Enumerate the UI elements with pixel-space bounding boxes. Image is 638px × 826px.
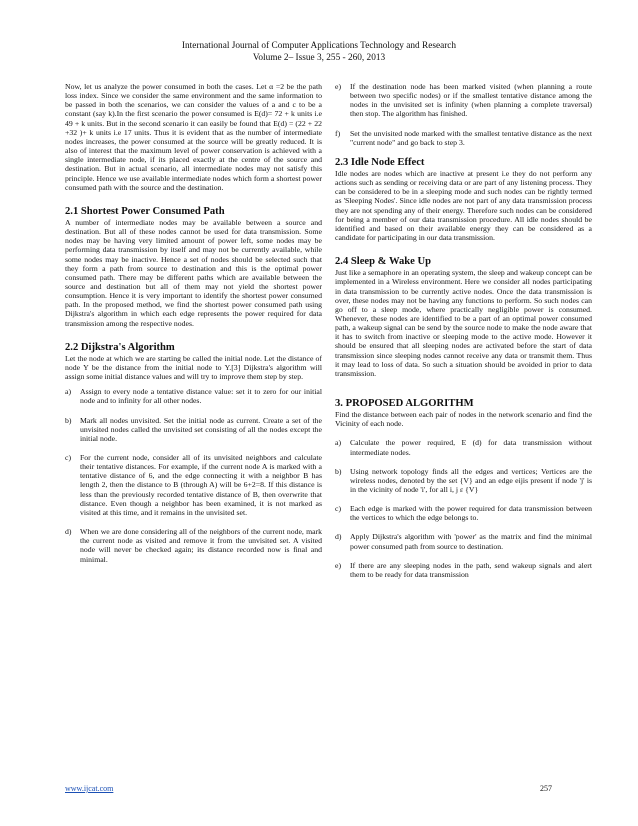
list-text: For the current node, consider all of its unvisited neighbors and calculate their tentative distances. For example, if the current node A is marked with a tentative distance of 6, and the edge connecting it with a neighbor B has length 2, then the distance to B (through A) will be 6+2=8. If this distance is less than the previously recorded tentative distance of B, then overwrite that distance. Even though a neighbor has been examined, it is not marked as visited at this time, and it remains in the unvisited set.: [80, 453, 322, 517]
list-item: [65, 527, 322, 564]
list-marker: a): [65, 387, 72, 397]
list-text: If there are any sleeping nodes in the path, send wakeup signals and alert them to be ready for data transmission: [350, 560, 592, 579]
list-item: [65, 453, 322, 517]
journal-website-link[interactable]: www.ijcat.com: [65, 784, 114, 793]
page-number: 257: [540, 784, 552, 793]
list-text: Mark all nodes unvisited. Set the initial node as current. Create a set of the unvisited nodes called the unvisited set consisting of all the nodes except the initial node.: [80, 415, 322, 443]
right-column: [335, 82, 592, 579]
list-item: [65, 416, 322, 443]
left-column: [65, 82, 322, 564]
journal-title: International Journal of Computer Applications Technology and Research: [181, 41, 457, 51]
list-text: When we are done considering all of the neighbors of the current node, mark the current node as visited and remove it from the unvisited set. A visited node will never be checked again; its distance recorded now is final and minimal.: [80, 527, 322, 564]
section-3-body: Find the distance between each pair of nodes in the network scenario and find the Vicinity of each node.: [335, 410, 592, 429]
list-item: [335, 504, 592, 522]
list-marker: e): [335, 560, 342, 570]
dijkstra-steps-continued: [335, 82, 592, 147]
section-2-3-body: Idle nodes are nodes which are inactive at present i.e they do not perform any actions such as sending or receiving data or are part of any listening process. They can be considered to be in a sleeping mode and such nodes can be rightly termed as 'Sleeping Nodes'. Since idle nodes are not part of any data transmission process they are not spending any of their energy. Therefore such nodes can be considered for being a member of our data transmission procedure. All idle nodes should be identified and based on their available energy they can be considered as a candidate for participating in our data transmission.: [335, 168, 592, 243]
list-marker: b): [335, 466, 342, 476]
list-marker: d): [65, 527, 72, 537]
section-2-2-body: Let the node at which we are starting be called the initial node. Let the distance of node Y be the distance from the initial node to Y.[3] Dijkstra's algorithm will assign some initial distance values and will try to improve them step by step.: [65, 353, 322, 382]
proposed-algorithm-steps: [335, 438, 592, 579]
list-item: [335, 561, 592, 579]
journal-volume: Volume 2– Issue 3, 255 - 260, 2013: [252, 53, 386, 63]
list-marker: e): [335, 82, 342, 91]
list-text: Calculate the power required, E (d) for data transmission without intermediate nodes.: [350, 438, 592, 457]
list-marker: d): [335, 532, 342, 542]
list-text: Each edge is marked with the power required for data transmission between the vertices to which the edge belongs to.: [350, 504, 592, 523]
journal-header: [0, 40, 638, 64]
list-item: [335, 467, 592, 494]
list-text: Using network topology finds all the edges and vertices; Vertices are the wireless nodes, denoted by the set {V} and an edge eijis present if node 'j' is in the vicinity of node 'i', for all i, j ε {V}: [350, 466, 592, 494]
list-marker: b): [65, 415, 72, 425]
list-item: [335, 82, 592, 119]
list-text: Assign to every node a tentative distance value: set it to zero for our initial node and to infinity for all other nodes.: [80, 387, 322, 406]
section-2-1-heading: 2.1 Shortest Power Consumed Path: [65, 205, 225, 217]
section-3-heading: 3. PROPOSED ALGORITHM: [335, 398, 474, 410]
list-item: [65, 387, 322, 405]
list-marker: f): [335, 128, 341, 138]
section-2-2-heading: 2.2 Dijkstra's Algorithm: [65, 341, 175, 353]
section-2-3-heading: 2.3 Idle Node Effect: [335, 156, 425, 168]
list-item: [335, 129, 592, 147]
list-item: [335, 532, 592, 550]
intro-paragraph: Now, let us analyze the power consumed in both the cases. Let α =2 be the path loss index. Since we consider the same environment and the same information to be passed in both the scenarios, we can consider the values of a and c to be a constant (say k).In the first scenario the power consumed is E(d)= 72 + k units i.e 49 + k units. But in the second scenario it can easily be found that E(d) = (22 + 22 +32 )+ k units i.e 17 units. Thus it is evident that as the number of intermediate nodes increases, the power consumed at the source will be greatly reduced. It is also of interest that the maximum level of power conservation is achieved with a single intermediate node, if its placed exactly at the centre of the source and destination. But in actual scenario, all intermediate nodes may not satisfy this principle. Hence we use available intermediate nodes which form a shortest power consumed path with the source and the destination.: [65, 82, 322, 192]
dijkstra-steps-list: [65, 387, 322, 564]
section-2-4-body: Just like a semaphore in an operating system, the sleep and wakeup concept can be implemented in a Wireless environment. Here we consider all nodes participating in data transmission to be currently active nodes. Once the data transmission is over, these nodes may not be having any functions to perform. So such nodes can go off to a sleep mode, where practically negligible power is consumed. Whenever, these nodes are identified to be a part of an optimal power consumed path, a wakeup signal can be send by the source node to make the node aware that it has to switch from inactive or sleeping mode to the active mode. However it should be ensured that all sleeping nodes are activated before the start of data transmission since sleeping nodes cannot receive any data or transmit them. Thus it may lead to loss of data. So such a situation should be avoided in prior to data transmission.: [335, 268, 592, 378]
list-marker: c): [335, 504, 342, 514]
list-text: Apply Dijkstra's algorithm with 'power' as the matrix and find the minimal power consumed path from source to destination.: [350, 532, 592, 551]
list-item: [335, 438, 592, 456]
section-2-1-body: A number of intermediate nodes may be available between a source and destination. But all of these nodes cannot be used for data transmission. Some nodes may be having very limited amount of power left, some nodes may be performing data transmission by itself and may not be currently available, while some nodes may be inactive. Hence a set of nodes should be selected such that they form a path from source to destination and this is the optimal power consumed path. There may be different paths which are available between the source and destination but all of them may not yield the shortest power consumption. Hence it is very important to identify the shortest power consumed path. In the proposed method, we find the shortest power consumed path using Dijkstra's algorithm in which each edge represents the power required for data transmission among the respective nodes.: [65, 217, 322, 328]
list-text: Set the unvisited node marked with the smallest tentative distance as the next "current node" and go back to step 3.: [350, 128, 592, 147]
list-text: If the destination node has been marked visited (when planning a route between two specific nodes) or if the smallest tentative distance among the nodes in the unvisited set is infinity (when planning a complete traversal) then stop. The algorithm has finished.: [350, 82, 592, 119]
list-marker: c): [65, 453, 72, 462]
list-marker: a): [335, 438, 342, 448]
section-2-4-heading: 2.4 Sleep & Wake Up: [335, 256, 432, 268]
